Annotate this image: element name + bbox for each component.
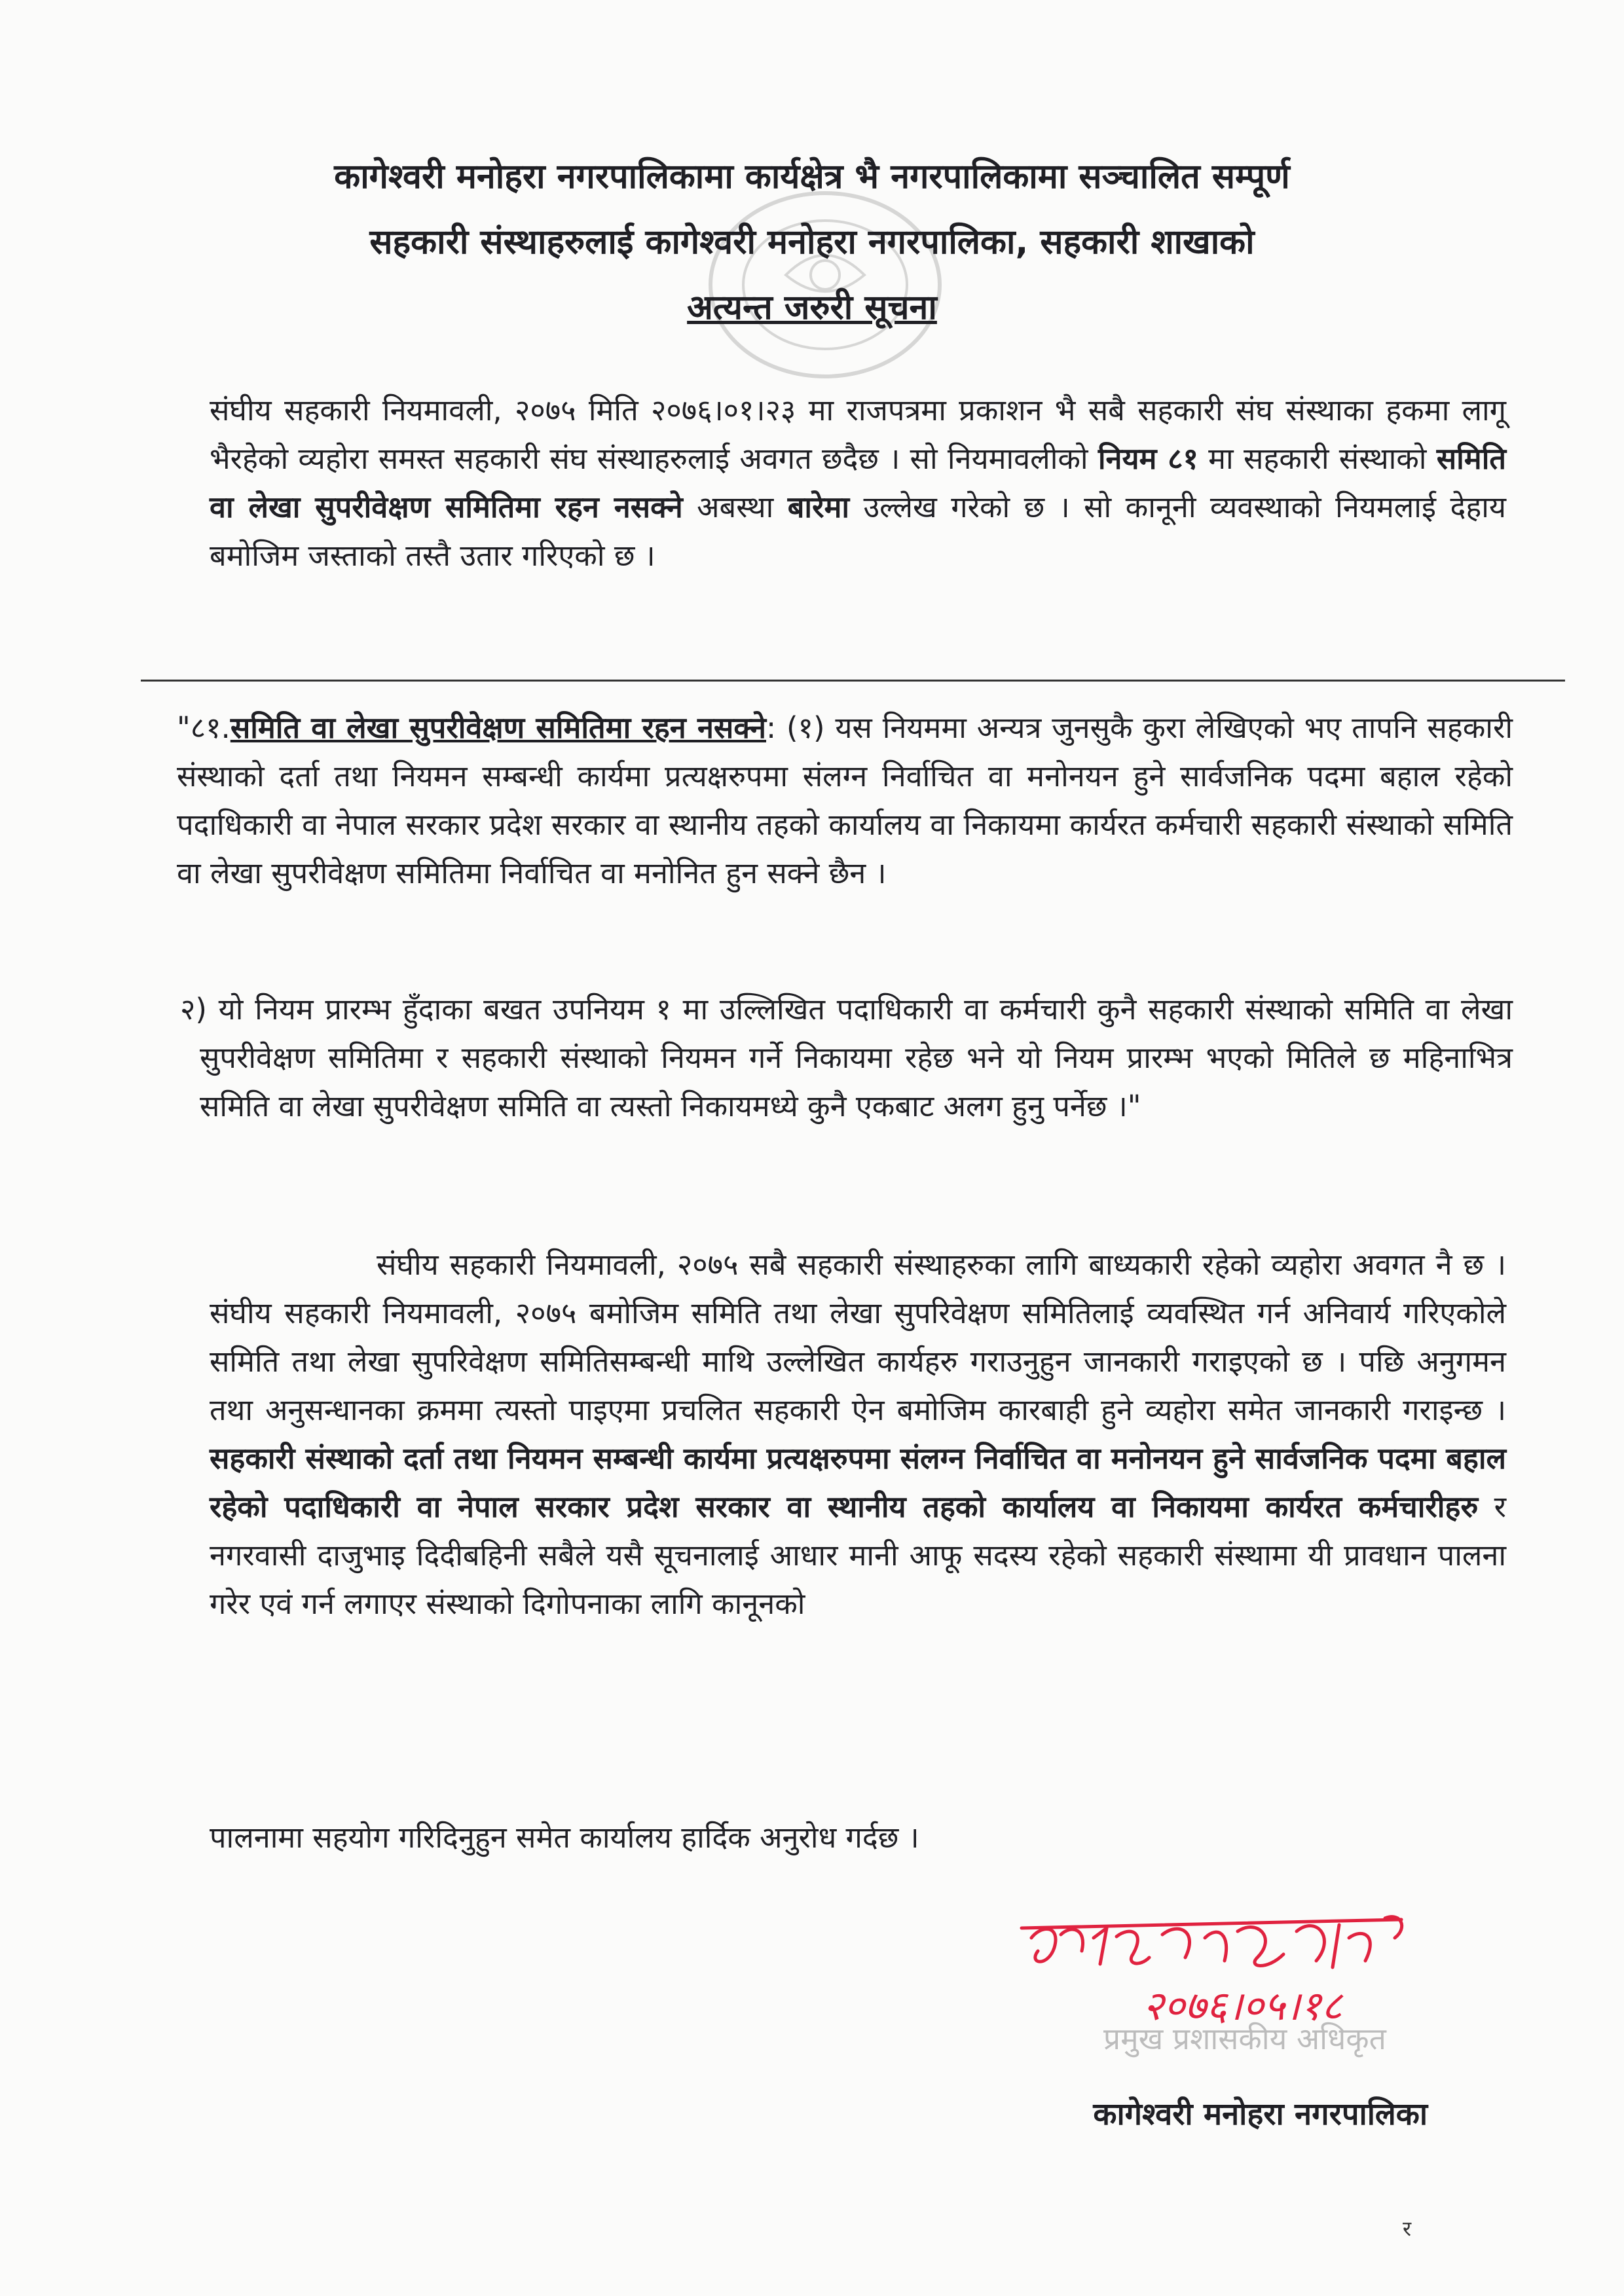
official-title-stamp [1103,2002,1444,2074]
intro-bold-regarding: बारेमा [787,490,850,524]
intro-text-2: मा सहकारी संस्थाको [1198,441,1437,476]
intro-text-4: उल्लेख गरेको छ । सो कानूनी व्यवस्थाको नियमलाई देहाय बमोजिम जस्ताको तस्तै उतार गरिएको छ । [210,490,1507,573]
issuer-name: कागेश्वरी मनोहरा नगरपालिका [1093,2096,1428,2132]
directive-text-2: र नगरवासी दाजुभाइ दिदीबहिनी सबैले यसै सूचनालाई आधार मानी आफू सदस्य रहेको सहकारी संस्थामा यी प्रावधान पालना गरेर एवं गर्न लगाएर संस्थाको दिगोपनाका लागि कानूनको [210,1489,1506,1621]
header-line-2: सहकारी संस्थाहरुलाई कागेश्वरी मनोहरा नगरपालिका, सहकारी शाखाको [369,223,1255,262]
intro-text-1: संघीय सहकारी नियमावली, २०७५ मिति २०७६।०१।२३ मा राजपत्रमा प्रकाशन भै सबै सहकारी संघ संस्थाका हकमा लागू भैरहेको व्यहोरा समस्त सहकारी संघ संस्थाहरुलाई अवगत छदैछ । सो नियमावलीको [210,393,1506,476]
rule-quote-clause-2 [180,985,1513,1131]
intro-bold-rule: नियम ८१ [1098,441,1198,476]
notice-title: अत्यन्त जरुरी सूचना [687,288,937,327]
official-title-stamp-text: प्रमुख प्रशासकीय अधिकृत [1103,2021,1386,2056]
directive-text-1: संघीय सहकारी नियमावली, २०७५ सबै सहकारी संस्थाहरुका लागि बाध्यकारी रहेको व्यहोरा अवगत नै छ । संघीय सहकारी नियमावली, २०७५ बमोजिम समिति तथा लेखा सुपरिवेक्षण समितिलाई व्यवस्थित गर्न अनिवार्य गरिएकोले समिति तथा लेखा सुपरिवेक्षण समितिसम्बन्धी माथि उल्लेखित कार्यहरु गराउनुहुन जानकारी गराइएको छ । पछि अनुगमन तथा अनुसन्धानका क्रममा त्यस्तो पाइएमा प्रचलित सहकारी ऐन बमोजिम कारबाही हुने व्यहोरा समेत जानकारी गराइन्छ । [210,1247,1506,1427]
header-line-1: कागेश्वरी मनोहरा नगरपालिकामा कार्यक्षेत्र भै नगरपालिकामा सञ्चालित सम्पूर्ण [334,157,1290,196]
rule-clause-1-text: : (१) यस नियममा अन्यत्र जुनसुकै कुरा लेखिएको भए तापनि सहकारी संस्थाको दर्ता तथा नियमन सम्बन्धी कार्यमा प्रत्यक्षरुपमा संलग्न निर्वाचित वा मनोनयन हुने सार्वजनिक पदमा बहाल रहेको पदाधिकारी वा नेपाल सरकार प्रदेश सरकार वा स्थानीय तहको कार्यालय वा निकायमा कार्यरत कर्मचारी सहकारी संस्थाको समिति वा लेखा सुपरीवेक्षण समितिमा निर्वाचित वा मनोनित हुन सक्ने छैन । [177,710,1513,890]
notice-header [131,144,1493,340]
intro-text-3: अबस्था [682,490,788,524]
rule-heading: समिति वा लेखा सुपरीवेक्षण समितिमा रहन नसक्ने [230,710,766,745]
closing-line: पालनामा सहयोग गरिदिनुहुन समेत कार्यालय हार्दिक अनुरोध गर्दछ । [210,1820,919,1855]
rule-number: "८१. [177,710,231,745]
section-divider [141,680,1565,682]
directive-bold-officials: सहकारी संस्थाको दर्ता तथा नियमन सम्बन्धी कार्यमा प्रत्यक्षरुपमा संलग्न निर्वाचित वा मनोनयन हुने सार्वजनिक पदमा बहाल रहेको पदाधिकारी वा नेपाल सरकार प्रदेश सरकार वा स्थानीय तहको कार्यालय वा निकायमा कार्यरत कर्मचारीहरु [210,1441,1506,1524]
rule-quote-clause-1 [177,704,1513,898]
rule-clause-2-text: यो नियम प्रारम्भ हुँदाका बखत उपनियम १ मा उल्लिखित पदाधिकारी वा कर्मचारी कुनै सहकारी संस्थाको समिति वा लेखा सुपरीवेक्षण समितिमा र सहकारी संस्थाको नियमन गर्ने निकायमा रहेछ भने यो नियम प्रारम्भ भएको मितिले छ महिनाभित्र समिति वा लेखा सुपरीवेक्षण समिति वा त्यस्तो निकायमध्ये कुनै एकबाट अलग हुनु पर्नेछ ।" [200,992,1513,1123]
page-mark: र [1403,2216,1412,2241]
directive-paragraph [210,1241,1506,1628]
signature-date: २०७६।०५।१८ [1143,1982,1342,2030]
intro-bold-committee: समिति वा लेखा सुपरीवेक्षण समितिमा रहन नसक्ने [210,441,1507,524]
intro-paragraph [210,386,1506,580]
clause-2-number: २) [180,992,207,1027]
